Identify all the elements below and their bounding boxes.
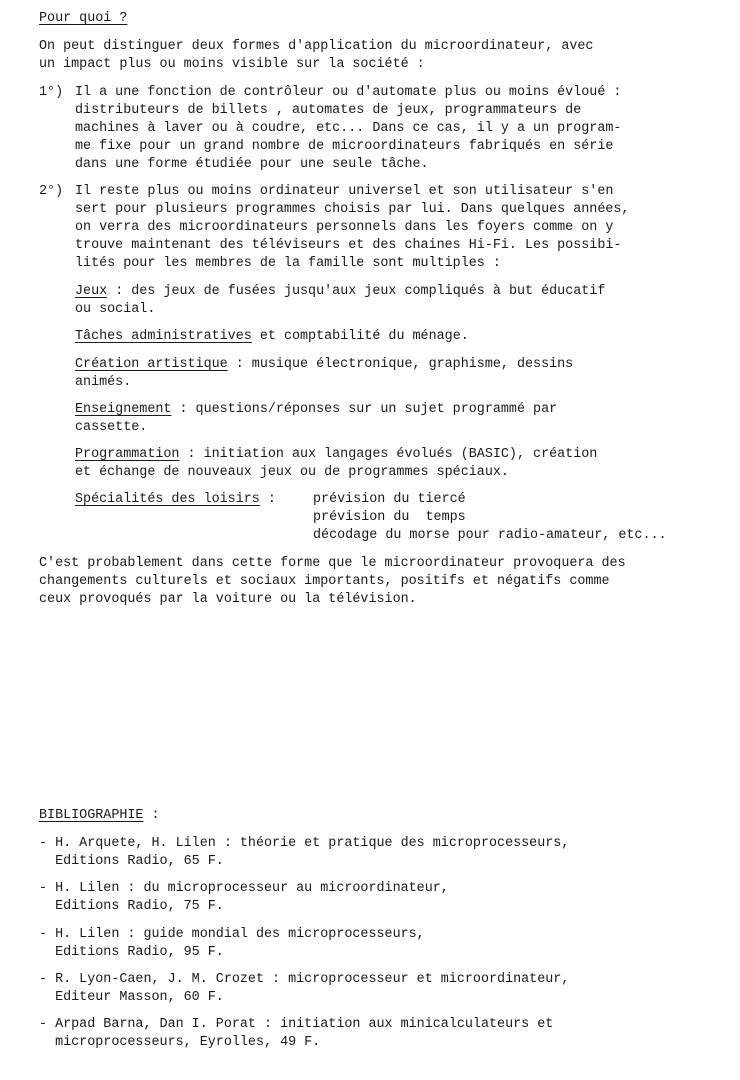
intro-paragraph: On peut distinguer deux formes d'application du microordinateur, avec un impact plus ou moins visible sur la société : [39, 39, 594, 72]
use-item-programmation [75, 446, 597, 482]
leisure-lines: prévision du tiercé prévision du temps décodage du morse pour radio-amateur, etc... [313, 492, 667, 543]
bibliography-heading [39, 807, 160, 825]
use-label: Enseignement [75, 402, 172, 417]
point-2-text: Il reste plus ou moins ordinateur universel et son utilisateur s'en sert pour plusieurs programmes choisis par lui. Dans quelques années, on verra des microordinateurs personnels dans les foyers comme on y trouve maintenant des téléviseurs et des chaines Hi-Fi. Les possibi- lités pour les membres de la famille sont multiples : [75, 184, 630, 271]
use-label: Création artistique [75, 357, 228, 372]
use-label: Programmation [75, 447, 180, 462]
use-text: : des jeux de fusées jusqu'aux jeux compliqués à but éducatif ou social. [75, 284, 606, 317]
point-1-number: 1°) [39, 85, 64, 100]
section-heading: Pour quoi ? [39, 11, 128, 26]
conclusion-paragraph: C'est probablement dans cette forme que le microordinateur provoquera des changements culturels et sociaux importants, positifs et négatifs comme ceux provoqués par la voiture ou la télévision. [39, 556, 626, 607]
bibliography-title: BIBLIOGRAPHIE [39, 808, 144, 823]
bibliography-entry: - R. Lyon-Caen, J. M. Crozet : microprocesseur et microordinateur, Editeur Masson, 60 F. [39, 972, 570, 1005]
use-text: : musique électronique, graphisme, dessins animés. [75, 357, 574, 390]
use-text: et comptabilité du ménage. [251, 329, 469, 344]
point-2-number: 2°) [39, 184, 64, 199]
bibliography-separator: : [143, 808, 160, 823]
use-item-creation [75, 356, 573, 392]
bibliography-entry: - H. Lilen : guide mondial des microprocesseurs, Editions Radio, 95 F. [39, 927, 425, 960]
bibliography-entry: - H. Arquete, H. Lilen : théorie et pratique des microprocesseurs, Editions Radio, 65 F. [39, 836, 570, 869]
use-item-enseignement [75, 401, 557, 437]
bibliography-entry: - Arpad Barna, Dan I. Porat : initiation aux minicalculateurs et microprocesseurs, Eyrolles, 49 F. [39, 1017, 554, 1050]
bibliography-entry: - H. Lilen : du microprocesseur au microordinateur, Editions Radio, 75 F. [39, 881, 449, 914]
use-text: : initiation aux langages évolués (BASIC), création et échange de nouveaux jeux ou de programmes spéciaux. [75, 447, 598, 480]
use-label: Spécialités des loisirs [75, 492, 260, 507]
use-item-taches [75, 328, 469, 346]
use-separator: : [259, 492, 276, 507]
use-item-loisirs [75, 491, 276, 509]
use-item-jeux [75, 283, 605, 319]
use-label: Jeux [75, 284, 108, 299]
point-1-text: Il a une fonction de contrôleur ou d'automate plus ou moins évloué : distributeurs de billets , automates de jeux, programmateurs de machines à laver ou à coudre, etc... Dans ce cas, il y a un program- me fixe pour un grand nombre de microordinateurs fabriqués en série dans une forme étudiée pour une seule tâche. [75, 85, 622, 172]
use-label: Tâches administratives [75, 329, 252, 344]
use-text: : questions/réponses sur un sujet programmé par cassette. [75, 402, 558, 435]
